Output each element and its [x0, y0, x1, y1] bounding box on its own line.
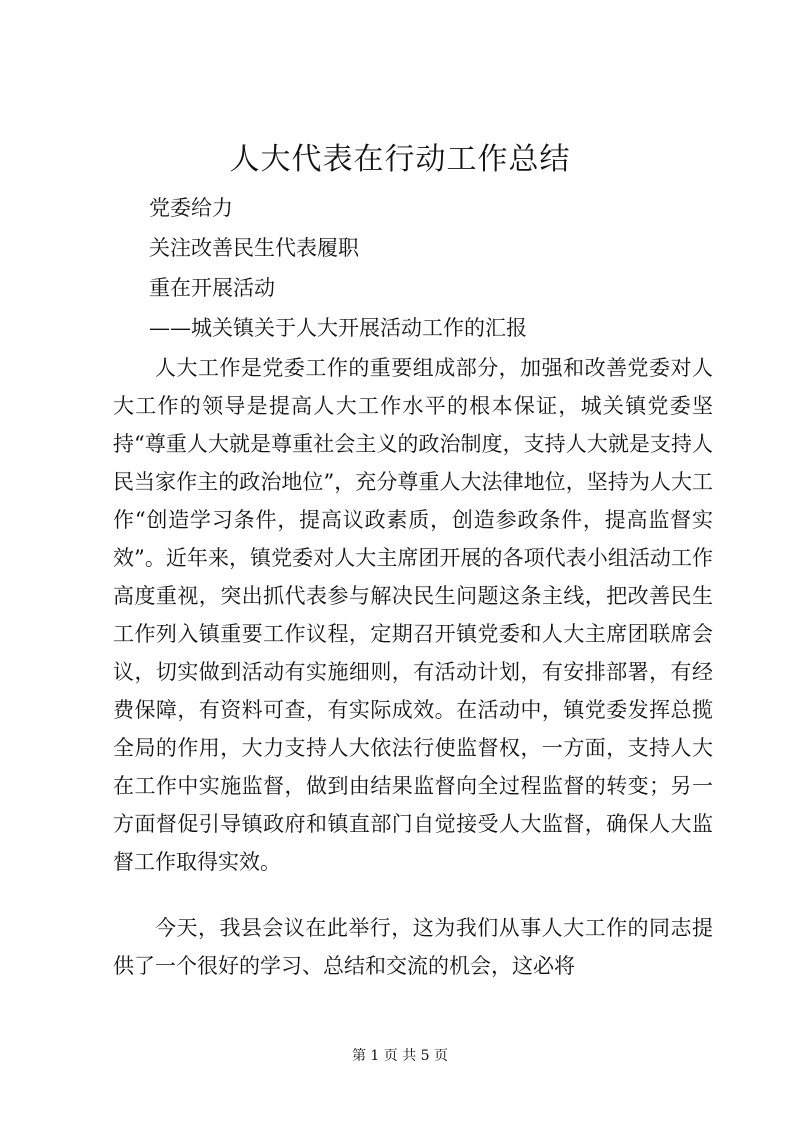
- subtitle-line-4: ——城关镇关于人大开展活动工作的汇报: [149, 316, 527, 340]
- body-paragraph-1: 人大工作是党委工作的重要组成部分，加强和改善党委对人大工作的领导是提高人大工作水平的根本保证，城关镇党委坚持“尊重人大就是尊重社会主义的政治制度，支持人大就是支持人民当家作主的政治地位”，充分尊重人大法律地位，坚持为人大工作“创造学习条件，提高议政素质，创造参政条件，提高监督实效”。近年来，镇党委对人大主席团开展的各项代表小组活动工作高度重视，突出抓代表参与解决民生问题这条主线，把改善民生工作列入镇重要工作议程，定期召开镇党委和人大主席团联席会议，切实做到活动有实施细则，有活动计划，有安排部署，有经费保障，有资料可查，有实际成效。在活动中，镇党委发挥总揽全局的作用，大力支持人大依法行使监督权，一方面，支持人大在工作中实施监督，做到由结果监督向全过程监督的转变；另一方面督促引导镇政府和镇直部门自觉接受人大监督，确保人大监督工作取得实效。: [113, 356, 713, 874]
- subtitle-line-2: 关注改善民生代表履职: [149, 236, 359, 260]
- subtitle-line-1: 党委给力: [149, 196, 233, 220]
- document-title: 人大代表在行动工作总结: [229, 142, 571, 177]
- body-paragraph-2: 今天，我县会议在此举行，这为我们从事人大工作的同志提供了一个很好的学习、总结和交流的机会，这必将: [113, 916, 713, 978]
- subtitle-line-3: 重在开展活动: [149, 276, 275, 300]
- page-footer: 第 1 页 共 5 页: [351, 1048, 449, 1064]
